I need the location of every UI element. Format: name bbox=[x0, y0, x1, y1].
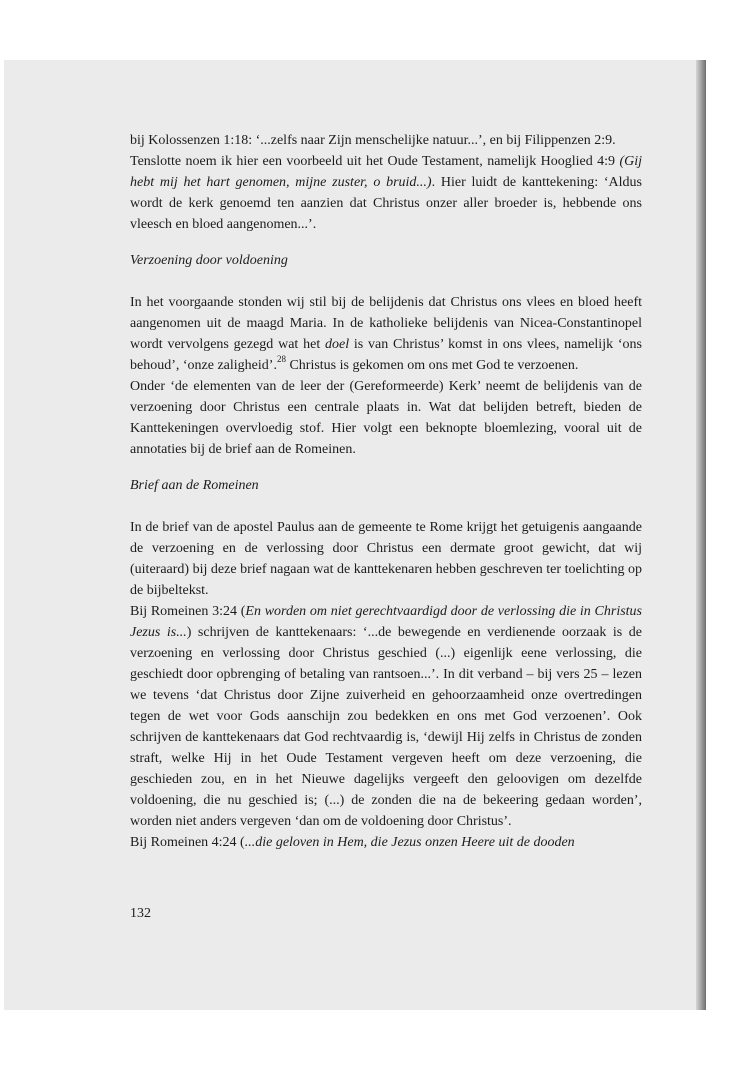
section-heading: Brief aan de Romeinen bbox=[130, 478, 259, 493]
paragraph: Bij Romeinen 3:24 (En worden om niet gerechtvaardigd door de verlossing die in Christus Jezus is...) schrijven de kanttekenaars: ‘...de bewegende en verdienende oorzaak is de verzoening en verlossing door Christus geschied (...) eigenlijk eene verlossing, die geschiedt door opbrenging of betaling van rantsoen...’. In dit verband – bij vers 25 – lezen we tevens ‘dat Christus door Zijne zuiverheid en gehoorzaamheid onze overtredingen tegen de wet voor Gods aanschijn zou bedekken en ons met God verzoenen’. Ook schrijven de kanttekenaars dat God rechtvaardig is, ‘dewijl Hij zelfs in Christus de zonden straft, welke Hij in het Oude Testament vergeven heeft om deze verzoening, die geschieden zou, en in het Nieuwe dagelijks vergeeft den geloovigen om dezelfde voldoening, die nu geschied is; (...) de zonden die na de bekeering gedaan worden’, worden niet anders vergeven ‘dan om de voldoening door Christus’. bbox=[130, 604, 642, 829]
page-number: 132 bbox=[130, 906, 151, 921]
paragraph: Onder ‘de elementen van de leer der (Gereformeerde) Kerk’ neemt de belijdenis van de verzoening door Christus een centrale plaats in. Wat dat belijden betreft, bieden de Kanttekeningen overvloedig stof. Hier volgt een beknopte bloemlezing, vooral uit de annotaties bij de brief aan de Romeinen. bbox=[130, 379, 642, 457]
paragraph: bij Kolossenzen 1:18: ‘...zelfs naar Zijn menschelijke natuur...’, en bij Filippenzen 2:9. bbox=[130, 133, 616, 148]
paragraph: Tenslotte noem ik hier een voorbeeld uit het Oude Testament, namelijk Hooglied 4:9 (Gij hebt mij het hart genomen, mijne zuster, o bruid...). Hier luidt de kanttekening: ‘Aldus wordt de kerk genoemd ten aanzien dat Christus onzer aller broeder is, hebbende ons vleesch en bloed aangenomen...’. bbox=[130, 154, 642, 232]
book-spine-edge bbox=[696, 60, 706, 1010]
paragraph: In de brief van de apostel Paulus aan de gemeente te Rome krijgt het getuigenis aangaande de verzoening en de verlossing door Christus een dermate groot gewicht, dat wij (uiteraard) bij deze brief nagaan wat de kanttekenaren hebben geschreven ter toelichting op de bijbeltekst. bbox=[130, 520, 642, 598]
section-heading: Verzoening door voldoening bbox=[130, 253, 288, 268]
paragraph: Bij Romeinen 4:24 (...die geloven in Hem, die Jezus onzen Heere uit de dooden bbox=[130, 835, 575, 850]
body-text bbox=[130, 130, 642, 853]
paragraph: In het voorgaande stonden wij stil bij de belijdenis dat Christus ons vlees en bloed heeft aangenomen uit de maagd Maria. In de katholieke belijdenis van Nicea-Constantinopel wordt vervolgens gezegd wat het doel is van Christus’ komst in ons vlees, namelijk ‘ons behoud’, ‘onze zaligheid’.$^{28}$ Christus is gekomen om ons met God te verzoenen. bbox=[130, 295, 642, 373]
footnote-marker: 28 bbox=[276, 354, 286, 365]
